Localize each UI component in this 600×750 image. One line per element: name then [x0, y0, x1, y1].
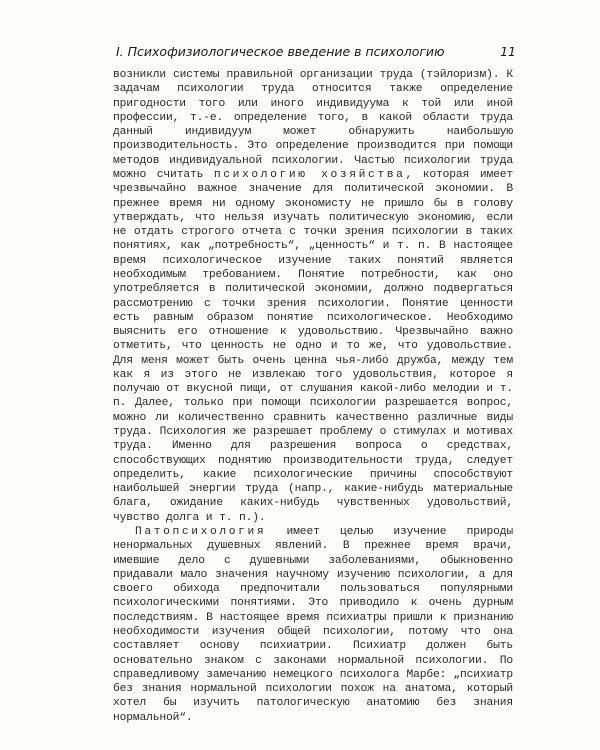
paragraph-pathopsychology — [113, 525, 513, 725]
paragraph-text: , которая имеет чрезвычайно важное значение для политической экономии. В прежнее время ни одному экономисту не пришло бы в голову утверждать, что нельзя изучать политическую экономию, если не отдать строгого отчета с точки зрения психологии в таких понятиях, как „потребность“, „ценность“ и т. п. В настоящее время психологическое изучение таких понятий является необходимым требованием. Понятие потребности, как оно употребляется в политической экономии, должно подвергаться рассмотрению с точки зрения психологии. Понятие ценности есть равным образом понятие психологическое. Необходимо выяснить его отношение к удовольствию. Чрезвычайно важно отметить, что ценность не одно и то же, что удовольствие. Для меня может быть очень ценна чья-либо дружба, между тем как я из этого не извлекаю того удовольствия, которое я получаю от вкусной пищи, от слушания какой-либо мелодии и т. п. Далее, только при помощи психологии разрешается вопрос, можно ли количественно сравнить качественно различные виды труда. Психология же разрешает проблему о стимулах и мотивах труда. Именно для разрешения вопроса о средствах, способствующих поднятию производительности труда, следует определить, какие психологические причины способствуют наибольшей энергии труда (напр., какие-нибудь материальные блага, ожидание каких-нибудь чувственных удовольствий, чувство долга и т. п.). — [113, 168, 513, 524]
chapter-title: I. Психофизиологическое введение в психологию — [116, 44, 445, 59]
emphasized-term: Патопсихология — [135, 526, 267, 538]
paragraph-text: имеет целью изучение природы ненормальных душевных явлений. В прежнее время врачи, имевшие дело с душевными заболеваниями, обыкновенно придавали мало значения научному изучению психологии, а для своего обихода предпочитали пользоваться популярными психологическими понятиями. Это приводило к очень дурным последствиям. В настоящее время психиатры пришли к признанию необходимости изучения общей психологии, потому что она составляет основу психиатрии. Психиатр должен быть основательно знаком с законами нормальной психологии. По справедливому замечанию немецкого психолога Марбе: „психиатр без знания нормальной психологии похож на анатома, который хотел бы изучить патологическую анатомию без знания нормальной“. — [113, 526, 513, 724]
page-number: 11 — [500, 44, 516, 59]
body-text — [113, 68, 513, 725]
running-header — [116, 44, 516, 66]
paragraph-labor-psychology — [113, 68, 513, 525]
paragraph-text: возникли системы правильной организации труда (тэйлоризм). К задачам психологии труда относится также определение пригодности того или иного индивидуума к той или иной профессии, т.-е. определение того, в какой области труда данный индивидуум может обнаружить наибольшую производительность. Это определение производится при помощи методов индивидуальной психологии. Частью психологии труда можно считать — [113, 69, 513, 181]
emphasized-term: психологию хозяйства — [213, 168, 406, 181]
